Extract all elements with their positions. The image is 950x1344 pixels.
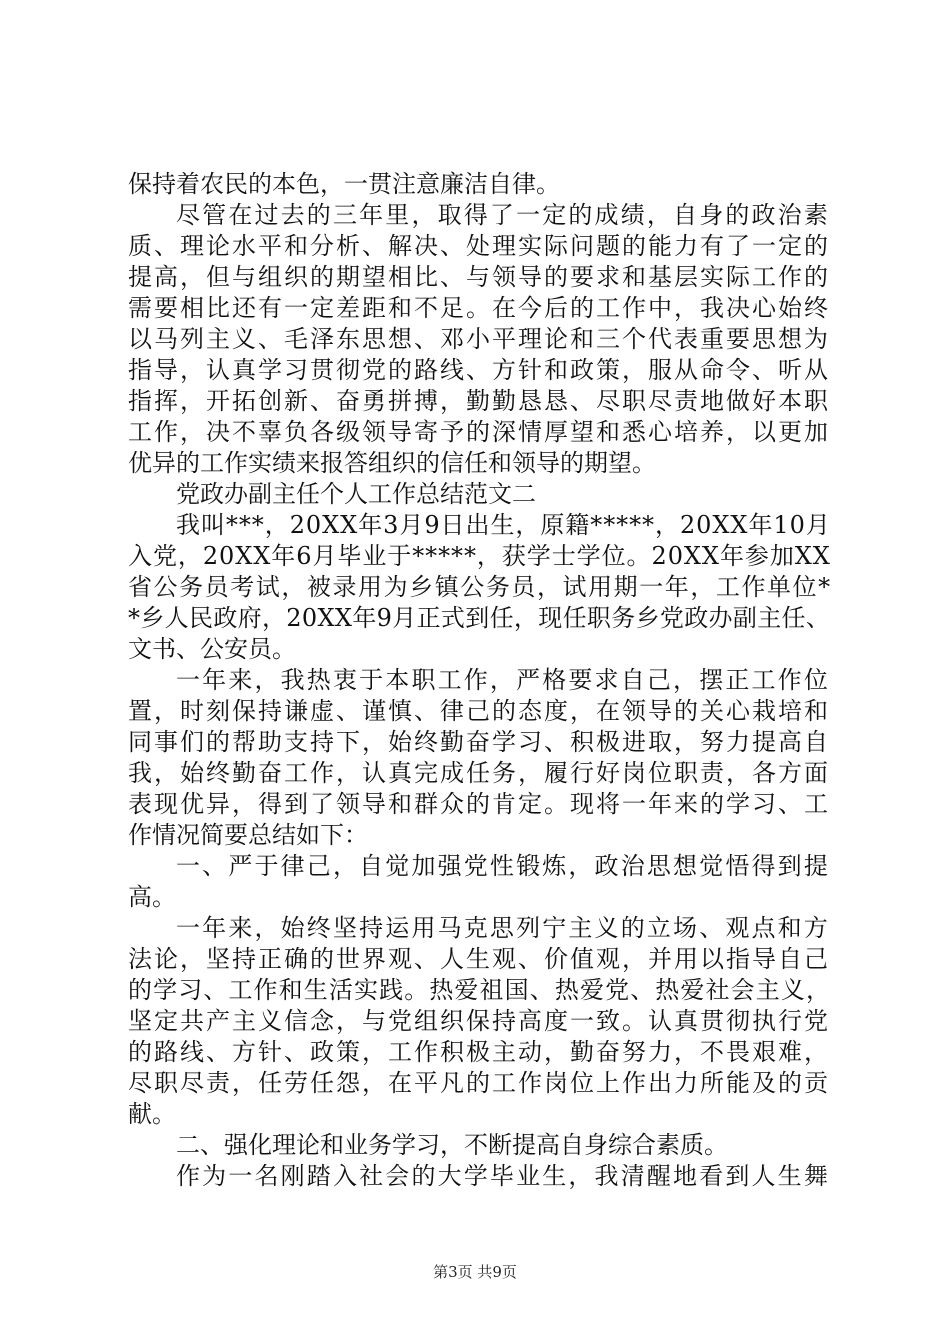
text-line-content: 党政办副主任个人工作总结范文二 [176, 480, 536, 508]
text-line-content: 入党，20XX年6月毕业于*****，获学士学位。20XX年参加XX [128, 542, 831, 570]
text-line-content: 工作，决不辜负各级领导寄予的深情厚望和悉心培养，以更加 [128, 418, 830, 446]
text-line-content: 提高，但与组织的期望相比、与领导的要求和基层实际工作的 [128, 263, 830, 291]
text-line-content: *乡人民政府，20XX年9月正式到任，现任职务乡党政办副主任、 [128, 604, 831, 632]
text-line-content: 法论，坚持正确的世界观、人生观、价值观，并用以指导自己 [128, 945, 830, 973]
text-line-content: 的学习、工作和生活实践。热爱祖国、热爱党、热爱社会主义， [128, 976, 832, 1004]
text-line-content: 一、严于律己，自觉加强党性锻炼，政治思想觉悟得到提 [176, 852, 830, 880]
text-line-content: 同事们的帮助支持下，始终勤奋学习、积极进取，努力提高自 [128, 728, 830, 756]
text-line-content: 作情况简要总结如下： [128, 821, 368, 849]
text-line-content: 表现优异，得到了领导和群众的肯定。现将一年来的学习、工 [128, 790, 830, 818]
text-line-content: 一年来，我热衷于本职工作，严格要求自己，摆正工作位 [176, 666, 830, 694]
text-line-content: 指导，认真学习贯彻党的路线、方针和政策，服从命令、听从 [128, 356, 830, 384]
text-line-content: 质、理论水平和分析、解决、处理实际问题的能力有了一定的 [128, 232, 830, 260]
text-line-content: 文书、公安员。 [128, 635, 296, 663]
text-line-content: 一年来，始终坚持运用马克思列宁主义的立场、观点和方 [176, 914, 830, 942]
text-line-content: 二、强化理论和业务学习，不断提高自身综合素质。 [176, 1131, 728, 1159]
text-line-content: 我，始终勤奋工作，认真完成任务，履行好岗位职责，各方面 [128, 759, 830, 787]
text-line-content: 需要相比还有一定差距和不足。在今后的工作中，我决心始终 [128, 294, 830, 322]
text-line-content: 指挥，开拓创新、奋勇拼搏，勤勤恳恳、尽职尽责地做好本职 [128, 387, 830, 415]
text-line-content: 尽职尽责，任劳任怨，在平凡的工作岗位上作出力所能及的贡 [128, 1069, 830, 1097]
text-line-content: 以马列主义、毛泽东思想、邓小平理论和三个代表重要思想为 [128, 325, 830, 353]
text-line-content: 优异的工作实绩来报答组织的信任和领导的期望。 [128, 449, 656, 477]
text-line-content: 我叫***，20XX年3月9日出生，原籍*****，20XX年10月 [176, 511, 831, 539]
text-line-content: 尽管在过去的三年里，取得了一定的成绩，自身的政治素 [176, 201, 830, 229]
text-line-content: 保持着农民的本色，一贯注意廉洁自律。 [128, 170, 560, 198]
text-line-content: 坚定共产主义信念，与党组织保持高度一致。认真贯彻执行党 [128, 1007, 830, 1035]
text-line-content: 作为一名刚踏入社会的大学毕业生，我清醒地看到人生舞 [176, 1162, 830, 1190]
text-line-content: 高。 [128, 883, 176, 911]
text-line-content: 献。 [128, 1100, 176, 1128]
text-line [0, 1156, 950, 1196]
text-line-content: 的路线、方针、政策，工作积极主动，勤奋努力，不畏艰难， [128, 1038, 830, 1066]
text-line-content: 省公务员考试，被录用为乡镇公务员，试用期一年，工作单位* [128, 573, 832, 601]
page-footer: 第3页 共9页 [433, 1263, 517, 1281]
text-line-content: 置，时刻保持谦虚、谨慎、律己的态度，在领导的关心栽培和 [128, 697, 830, 725]
